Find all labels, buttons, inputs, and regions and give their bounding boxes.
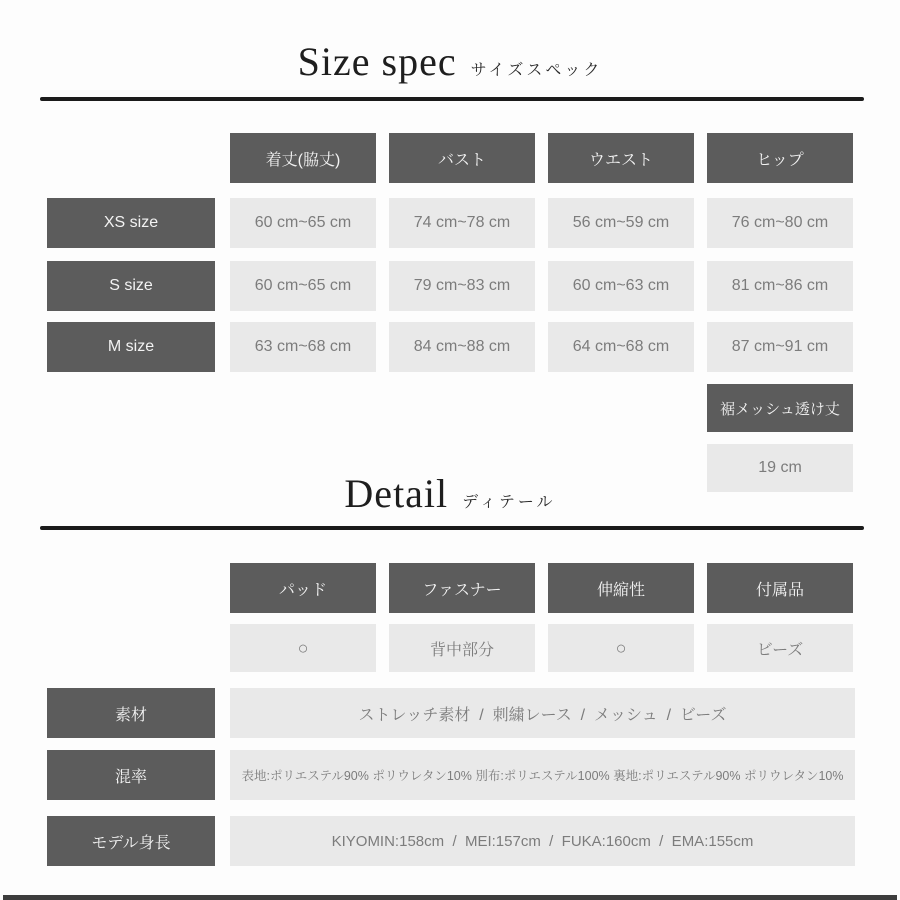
material-value: ストレッチ素材 / 刺繍レース / メッシュ / ビーズ (230, 688, 855, 738)
size-cell-xs-length: 60 cm~65 cm (230, 198, 376, 248)
col-header-fastener: ファスナー (389, 563, 535, 613)
col-header-bust: バスト (389, 133, 535, 183)
size-cell-m-length: 63 cm~68 cm (230, 322, 376, 372)
size-cell-xs-waist: 56 cm~59 cm (548, 198, 694, 248)
size-spec-subtitle: サイズスペック (470, 62, 603, 79)
col-header-length: 着丈(脇丈) (230, 133, 376, 183)
detail-subtitle: ディテール (462, 494, 556, 511)
size-cell-m-waist: 64 cm~68 cm (548, 322, 694, 372)
row-label-s: S size (47, 261, 215, 311)
cell-pad-value: ○ (230, 624, 376, 672)
size-cell-m-bust: 84 cm~88 cm (389, 322, 535, 372)
col-header-stretch: 伸縮性 (548, 563, 694, 613)
bottom-section-bar (3, 895, 897, 900)
row-label-composition: 混率 (47, 750, 215, 800)
detail-title: Detail (344, 471, 449, 516)
cell-stretch-value: ○ (548, 624, 694, 672)
col-header-pad: パッド (230, 563, 376, 613)
cell-fastener-value: 背中部分 (389, 624, 535, 672)
row-label-m: M size (47, 322, 215, 372)
hem-mesh-header: 裾メッシュ透け丈 (707, 384, 853, 432)
size-spec-divider (40, 97, 864, 101)
size-cell-s-length: 60 cm~65 cm (230, 261, 376, 311)
cell-accessory-value: ビーズ (707, 624, 853, 672)
detail-title-block (0, 470, 900, 517)
size-cell-m-hip: 87 cm~91 cm (707, 322, 853, 372)
size-spec-title: Size spec (297, 39, 457, 84)
row-label-model-height: モデル身長 (47, 816, 215, 866)
row-label-xs: XS size (47, 198, 215, 248)
size-cell-s-bust: 79 cm~83 cm (389, 261, 535, 311)
size-cell-s-hip: 81 cm~86 cm (707, 261, 853, 311)
size-cell-xs-bust: 74 cm~78 cm (389, 198, 535, 248)
col-header-waist: ウエスト (548, 133, 694, 183)
size-cell-xs-hip: 76 cm~80 cm (707, 198, 853, 248)
hem-mesh-value: 19 cm (707, 444, 853, 492)
col-header-accessory: 付属品 (707, 563, 853, 613)
col-header-hip: ヒップ (707, 133, 853, 183)
model-height-value: KIYOMIN:158cm / MEI:157cm / FUKA:160cm / EMA:155cm (230, 816, 855, 866)
composition-value: 表地:ポリエステル90% ポリウレタン10% 別布:ポリエステル100% 裏地:ポリエステル90% ポリウレタン10% (230, 750, 855, 800)
row-label-material: 素材 (47, 688, 215, 738)
size-spec-title-block (0, 38, 900, 85)
size-cell-s-waist: 60 cm~63 cm (548, 261, 694, 311)
detail-divider (40, 526, 864, 530)
